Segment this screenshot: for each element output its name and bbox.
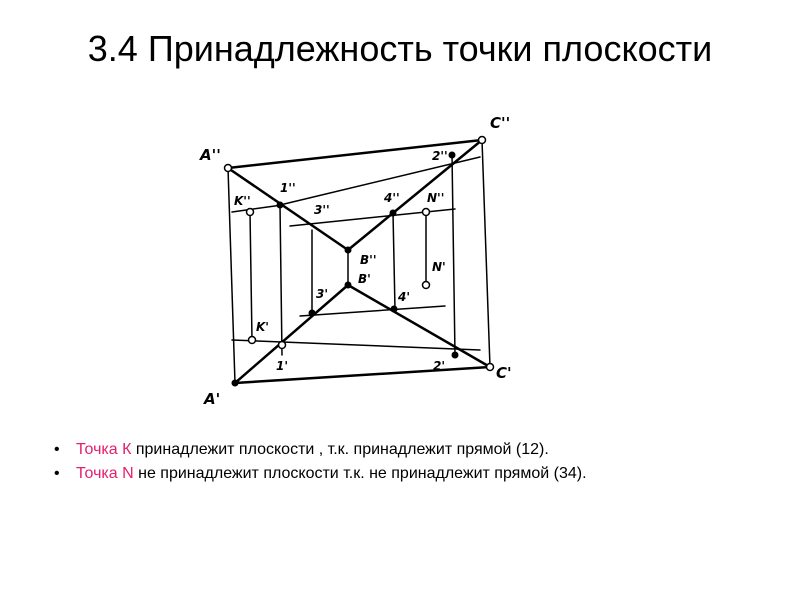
link-1 — [280, 205, 282, 355]
point-1-1 — [279, 342, 286, 349]
label-4-1: 4' — [398, 290, 411, 304]
label-n2: N'' — [427, 191, 445, 205]
point-4-1 — [391, 306, 398, 313]
label-k2: K'' — [234, 194, 251, 208]
bullet-dot: • — [54, 441, 60, 458]
point-a-1 — [232, 380, 239, 387]
projection-diagram — [195, 105, 525, 415]
point-a-2 — [225, 165, 232, 172]
point-c-2 — [479, 137, 486, 144]
label-c2: C'' — [490, 114, 511, 132]
link-2 — [452, 155, 455, 355]
point-4-2 — [390, 210, 397, 217]
label-k1: K' — [256, 320, 269, 334]
bullet-text: не принадлежит плоскости т.к. не принадлежит прямой (34). — [133, 465, 587, 482]
label-a1: A' — [204, 390, 221, 408]
line-b1-c1 — [348, 285, 490, 367]
bullet-item — [50, 464, 750, 484]
point-n-1 — [423, 282, 430, 289]
page-title: 3.4 Принадлежность точки плоскости — [87, 28, 713, 69]
label-2-2: 2'' — [432, 149, 448, 163]
label-b1: B' — [358, 272, 371, 286]
line-b2-c2 — [348, 140, 482, 250]
bullet-list — [50, 440, 750, 488]
point-k-1 — [249, 337, 256, 344]
bullet-dot: • — [54, 465, 60, 482]
line-a1-c1 — [235, 367, 490, 383]
label-n1: N' — [432, 260, 446, 274]
point-n-2 — [423, 209, 430, 216]
bullet-highlight: Точка К — [76, 441, 132, 458]
link-c — [482, 140, 490, 367]
label-3-1: 3' — [316, 287, 329, 301]
label-3-2: 3'' — [314, 203, 330, 217]
point-k-2 — [247, 209, 254, 216]
bullet-item — [50, 440, 750, 460]
bullet-highlight: Точка N — [76, 465, 134, 482]
label-b2: B'' — [360, 253, 377, 267]
point-b-2 — [345, 247, 352, 254]
label-1-2: 1'' — [280, 181, 296, 195]
label-1-1: 1' — [276, 359, 289, 373]
line-1-2-front — [280, 157, 480, 205]
point-b-1 — [345, 282, 352, 289]
point-2-1 — [452, 352, 459, 359]
label-c1: C' — [496, 364, 512, 382]
point-c-1 — [487, 364, 494, 371]
line-1-2-top — [232, 340, 480, 350]
link-k — [250, 212, 252, 340]
point-1-2 — [277, 202, 284, 209]
point-2-2 — [449, 152, 456, 159]
point-3-1 — [309, 310, 316, 317]
label-2-1: 2' — [433, 359, 446, 373]
bullet-text: принадлежит плоскости , т.к. принадлежит прямой (12). — [131, 441, 549, 458]
diagram-svg — [195, 105, 525, 415]
link-4 — [393, 213, 395, 309]
label-4-2: 4'' — [384, 191, 400, 205]
label-a2: A'' — [200, 146, 221, 164]
